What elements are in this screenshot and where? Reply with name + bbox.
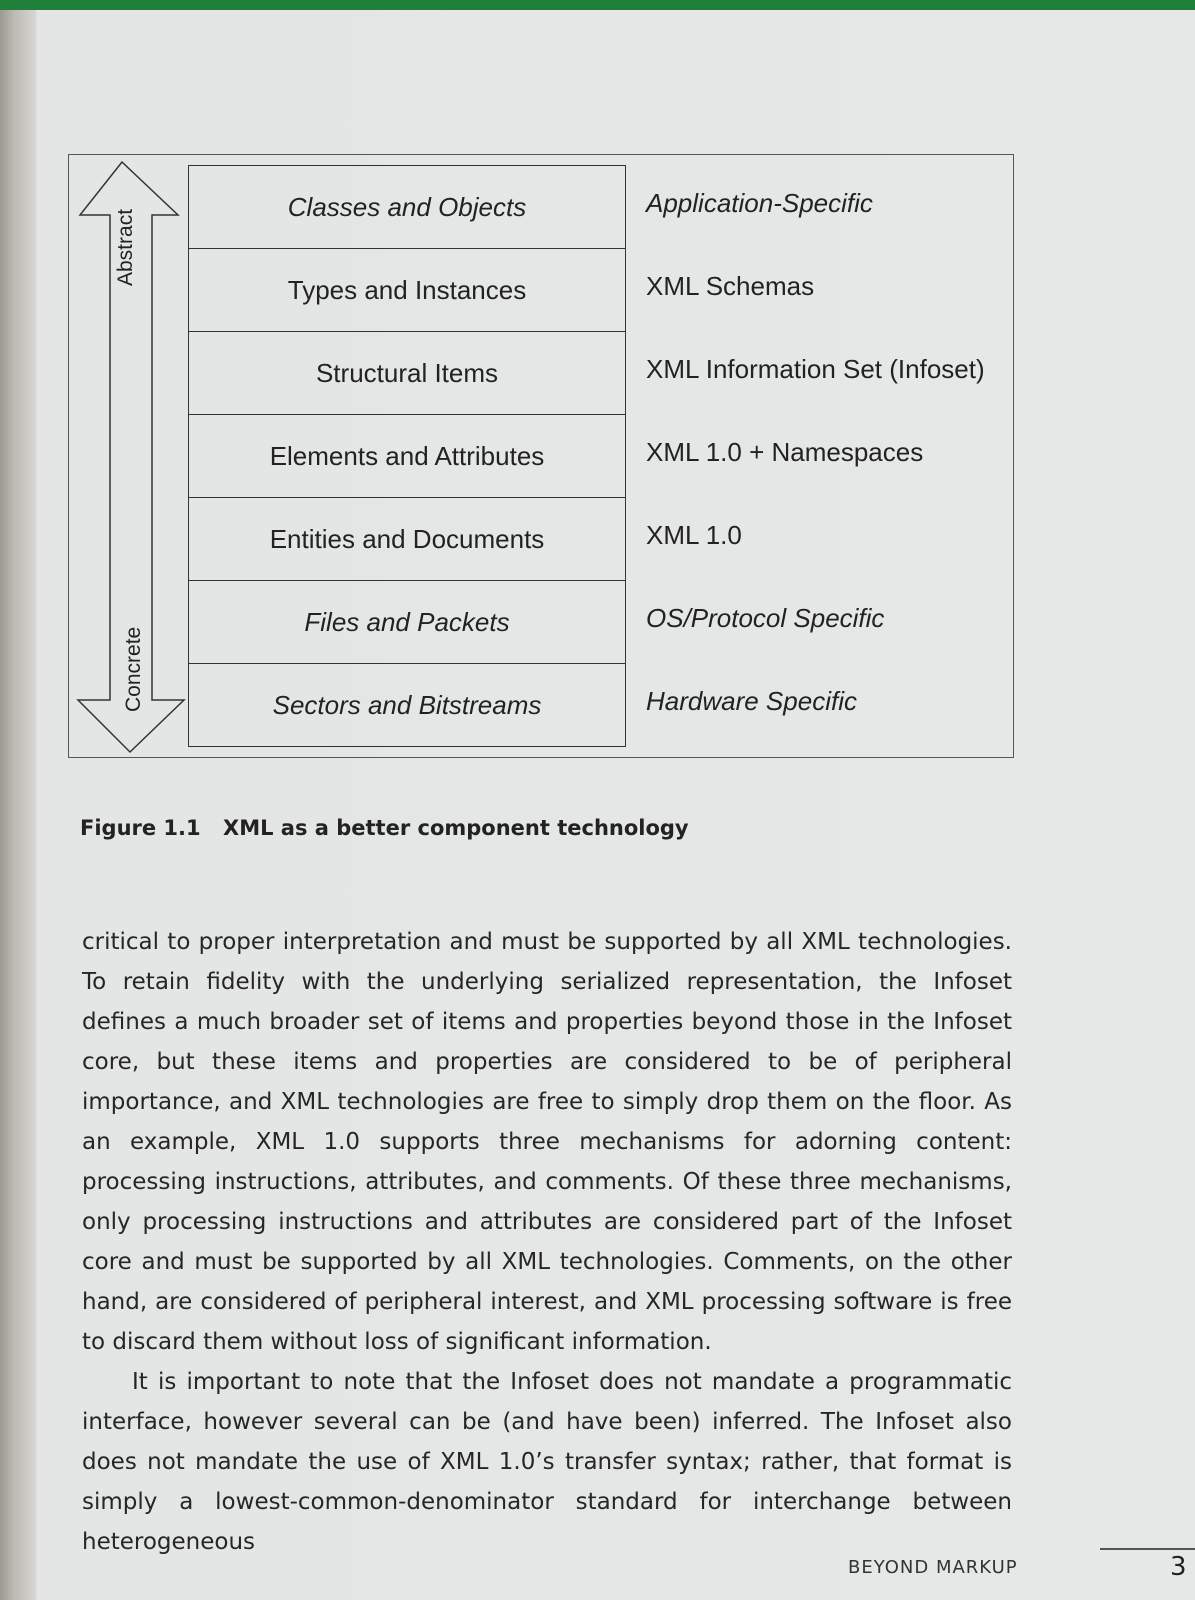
layer-name: Types and Instances (189, 249, 625, 332)
footer-rule (1100, 1548, 1195, 1550)
layer-name: Structural Items (189, 332, 625, 415)
running-head: BEYOND MARKUP (848, 1557, 1018, 1578)
paragraph: It is important to note that the Infoset does not mandate a programmatic interface, however several can be (and have been) inferred. The Infoset also does not mandate the use of XML 1.0’s transfer syntax; rather, that format is simply a lowest-common-denominator standard for interchange between heterogeneous (82, 1369, 1012, 1555)
caption-number: Figure 1.1 (80, 816, 201, 840)
body-text (82, 922, 1012, 1562)
layer-description: OS/Protocol Specific (646, 603, 885, 633)
layer-stack (188, 165, 626, 747)
page-top-edge (0, 0, 1195, 10)
caption-title: XML as a better component technology (223, 816, 689, 840)
layer-name: Sectors and Bitstreams (272, 690, 542, 720)
layer-name: Entities and Documents (189, 498, 625, 581)
adjacent-page-edge (0, 10, 36, 1600)
layer-description: Hardware Specific (646, 686, 857, 716)
layer-description: XML 1.0 + Namespaces (646, 437, 924, 467)
layer-name: Files and Packets (189, 581, 625, 664)
layer-description: XML Information Set (Infoset) (646, 354, 985, 384)
layer-name: Classes and Objects (189, 166, 625, 249)
layer-name: Elements and Attributes (189, 415, 625, 498)
page-number: 3 (1170, 1552, 1187, 1582)
layer-description: Application-Specific (646, 188, 873, 218)
paragraph: critical to proper interpretation and must be supported by all XML technologies. To retain fidelity with the underlying serialized representation, the Infoset defines a much broader set of items and properties beyond those in the Infoset core, but these items and properties are considered to be of peripheral importance, and XML technologies are free to simply drop them on the floor. As an example, XML 1.0 supports three mechanisms for adorning content: processing instructions, attributes, and comments. Of these three mechanisms, only processing instructions and attributes are considered part of the Infoset core and must be supported by all XML technologies. Comments, on the other hand, are considered of peripheral interest, and XML processing software is free to discard them without loss of significant information. (82, 929, 1012, 1355)
layer-description: XML 1.0 (646, 520, 742, 550)
figure-caption (80, 816, 689, 840)
layer-description: XML Schemas (646, 271, 815, 301)
arrow-bottom-label: Concrete (122, 626, 145, 712)
arrow-top-label: Abstract (114, 208, 137, 286)
